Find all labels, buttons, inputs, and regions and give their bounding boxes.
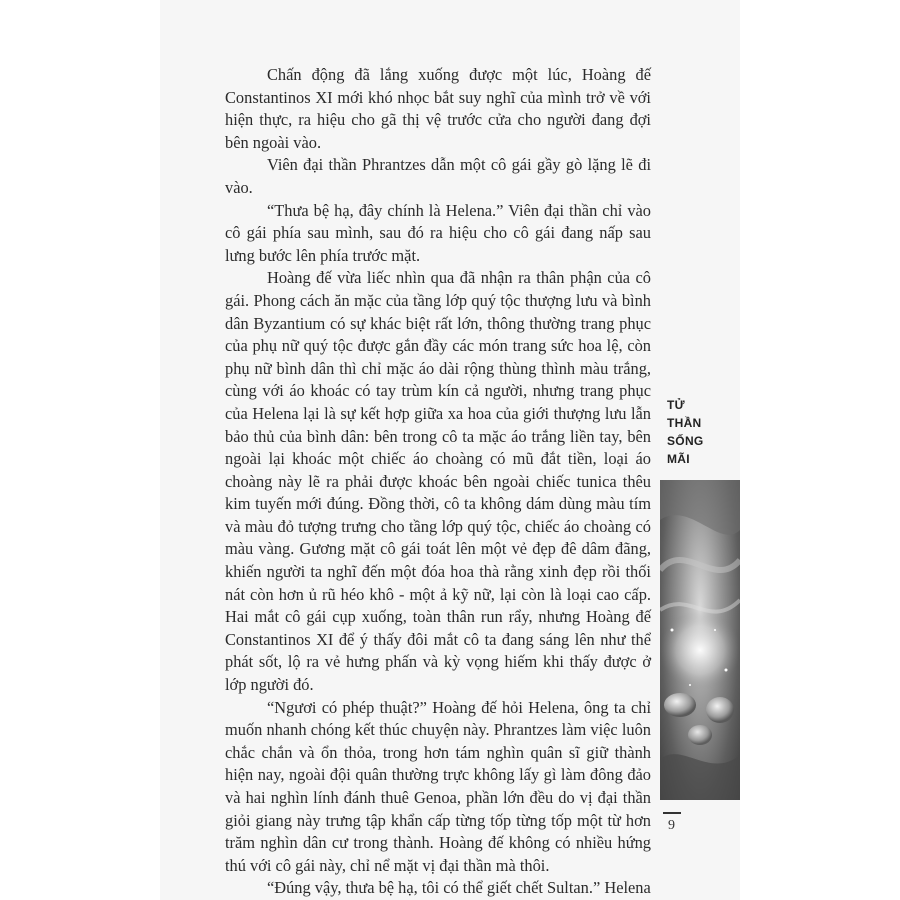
paragraph-5: “Ngươi có phép thuật?” Hoàng đế hỏi Helena, ông ta chỉ muốn nhanh chóng kết thúc chuyện này. Phrantzes làm việc luôn chắc chắn và ổn thỏa, trong hơn tám nghìn quân sĩ giữ thành hiện nay, ngoài đội quân thường trực không lấy gì làm đông đảo và hai nghìn lính đánh thuê Genoa, phần lớn đều do vị đại thần giỏi giang này trưng tập khẩn cấp từng tốp từng tốp một từ hơn trăm nghìn dân cư trong thành. Hoàng đế không có nhiều hứng thú với cô gái này, chỉ nể mặt vị đại thần mà thôi.: [225, 697, 651, 875]
cover-art-image: [660, 480, 740, 800]
cover-art-strip: [660, 480, 740, 800]
running-title: [667, 396, 737, 468]
paragraph-1: Chấn động đã lắng xuống được một lúc, Hoàng đế Constantinos XI mới khó nhọc bắt suy nghĩ của mình trở về với hiện thực, ra hiệu cho gã thị vệ trước cửa cho người đang đợi bên ngoài vào.: [225, 65, 651, 152]
body-text: [225, 64, 651, 900]
title-line: TỬ: [667, 398, 685, 412]
paragraph-2: Viên đại thần Phrantzes dẫn một cô gái gầy gò lặng lẽ đi vào.: [225, 155, 651, 197]
paragraph-4: Hoàng đế vừa liếc nhìn qua đã nhận ra thân phận của cô gái. Phong cách ăn mặc của tầng lớp quý tộc thượng lưu và bình dân Byzantium có sự khác biệt rất lớn, thông thường trang phục của phụ nữ quý tộc được gắn đầy các món trang sức hoa lệ, còn phụ nữ bình dân thì chỉ mặc áo dài rộng thùng thình màu trắng, cùng với áo khoác có tay trùm kín cả người, nhưng trang phục của Helena lại là sự kết hợp giữa xa hoa của giới thượng lưu lẫn bảo thủ của bình dân: bên trong cô ta mặc áo trắng liền tay, bên ngoài lại khoác một chiếc áo choàng có mũ đắt tiền, loại áo choàng này lẽ ra phải được khoác bên ngoài chiếc tunica thêu kim tuyến mới đúng. Đồng thời, cô ta không dám dùng màu tím và màu đỏ tượng trưng cho tầng lớp quý tộc, chiếc áo choàng có màu vàng. Gương mặt cô gái toát lên một vẻ đẹp đê dâm đãng, khiến người ta nghĩ đến một đóa hoa thà rằng xinh đẹp rồi thối nát còn hơn ủ rũ héo khô - một ả kỹ nữ, lại còn là loại cao cấp. Hai mắt cô gái cụp xuống, toàn thân run rẩy, nhưng Hoàng đế Constantinos XI để ý thấy đôi mắt cô ta đang sáng lên như thể phát sốt, lộ ra vẻ hưng phấn và kỳ vọng hiếm khi thấy được ở lớp người đó.: [225, 268, 651, 695]
title-line: MÃI: [667, 452, 690, 466]
title-line: SỐNG: [667, 434, 704, 448]
title-line: THẦN: [667, 416, 702, 430]
page-number-rule: [663, 812, 681, 814]
paragraph-6: “Đúng vậy, thưa bệ hạ, tôi có thể giết chết Sultan.” Helena: [267, 878, 651, 898]
paragraph-3: “Thưa bệ hạ, đây chính là Helena.” Viên đại thần chỉ vào cô gái phía sau mình, sau đó ra hiệu cho cô gái đang nấp sau lưng bước lên phía trước mặt.: [225, 200, 651, 265]
page-number: 9: [668, 818, 675, 833]
